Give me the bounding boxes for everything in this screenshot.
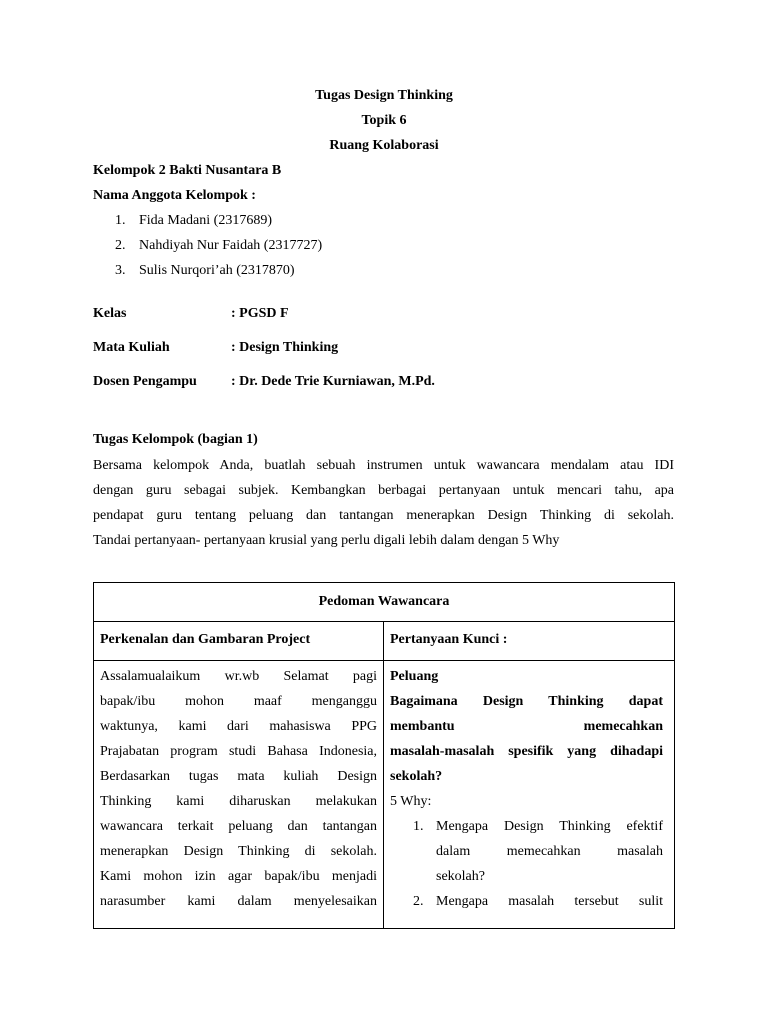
- why-item: [436, 889, 663, 914]
- why-item-line: Mengapa Design Thinking efektif: [436, 819, 663, 834]
- intro-line: menerapkan Design Thinking di sekolah.: [100, 844, 377, 859]
- why-item-line: Mengapa masalah tersebut sulit: [436, 894, 663, 909]
- intro-line: bapak/ibu mohon maaf menganggu: [100, 694, 377, 709]
- why-number: 2.: [413, 894, 424, 909]
- info-value-dosen: : Dr. Dede Trie Kurniawan, M.Pd.: [231, 374, 435, 389]
- intro-line: Assalamualaikum wr.wb Selamat pagi: [100, 669, 377, 684]
- info-label-dosen: Dosen Pengampu: [93, 374, 197, 389]
- why-item: [436, 814, 663, 889]
- info-label-mata-kuliah: Mata Kuliah: [93, 340, 170, 355]
- member-item: Fida Madani (2317689): [139, 213, 272, 228]
- intro-line: waktunya, kami dari mahasiswa PPG: [100, 719, 377, 734]
- intro-cell: [94, 661, 384, 929]
- interview-guide-table: [93, 582, 675, 929]
- questions-cell: [384, 661, 675, 929]
- document-topic: Topik 6: [361, 113, 407, 128]
- task-paragraph: [93, 453, 674, 553]
- intro-line: Kami mohon izin agar bapak/ibu menjadi: [100, 869, 377, 884]
- paragraph-line: Bersama kelompok Anda, buatlah sebuah instrumen untuk wawancara mendalam atau IDI: [93, 458, 674, 473]
- info-value-mata-kuliah: : Design Thinking: [231, 340, 339, 355]
- paragraph-line: dengan guru sebagai subjek. Kembangkan berbagai pertanyaan untuk mencari tahu, apa: [93, 483, 674, 498]
- key-question-line: membantu memecahkan: [390, 719, 663, 734]
- member-item: Nahdiyah Nur Faidah (2317727): [139, 238, 323, 253]
- column-header-questions: Pertanyaan Kunci :: [384, 622, 675, 661]
- why-item-line: dalam memecahkan masalah: [436, 844, 663, 859]
- info-value-kelas: : PGSD F: [231, 306, 289, 321]
- member-item: Sulis Nurqori’ah (2317870): [139, 263, 295, 278]
- key-question-line: sekolah?: [390, 769, 443, 784]
- why-list: [390, 814, 663, 914]
- document-title: Tugas Design Thinking: [315, 88, 453, 103]
- why-number: 1.: [413, 819, 424, 834]
- group-name: Kelompok 2 Bakti Nusantara B: [93, 163, 282, 178]
- peluang-label: Peluang: [390, 669, 439, 684]
- intro-line: wawancara terkait peluang dan tantangan: [100, 819, 377, 834]
- info-label-kelas: Kelas: [93, 306, 127, 321]
- intro-line: Thinking kami diharuskan melakukan: [100, 794, 377, 809]
- task-heading: Tugas Kelompok (bagian 1): [93, 432, 258, 447]
- why-item-line: sekolah?: [436, 869, 485, 884]
- document-subtitle: Ruang Kolaborasi: [329, 138, 439, 153]
- paragraph-line: Tandai pertanyaan- pertanyaan krusial yang perlu digali lebih dalam dengan 5 Why: [93, 533, 560, 548]
- key-question-line: masalah-masalah spesifik yang dihadapi: [390, 744, 663, 759]
- key-question-line: Bagaimana Design Thinking dapat: [390, 694, 663, 709]
- member-number: 2.: [115, 238, 126, 253]
- why-label: 5 Why:: [390, 794, 432, 809]
- members-label: Nama Anggota Kelompok :: [93, 188, 256, 203]
- intro-line: Berdasarkan tugas mata kuliah Design: [100, 769, 377, 784]
- member-number: 3.: [115, 263, 126, 278]
- paragraph-line: pendapat guru tentang peluang dan tantangan menerapkan Design Thinking di sekolah.: [93, 508, 674, 523]
- member-number: 1.: [115, 213, 126, 228]
- intro-line: Prajabatan program studi Bahasa Indonesia,: [100, 744, 377, 759]
- table-title: Pedoman Wawancara: [94, 583, 675, 622]
- intro-line: narasumber kami dalam menyelesaikan: [100, 894, 377, 909]
- column-header-intro: Perkenalan dan Gambaran Project: [94, 622, 384, 661]
